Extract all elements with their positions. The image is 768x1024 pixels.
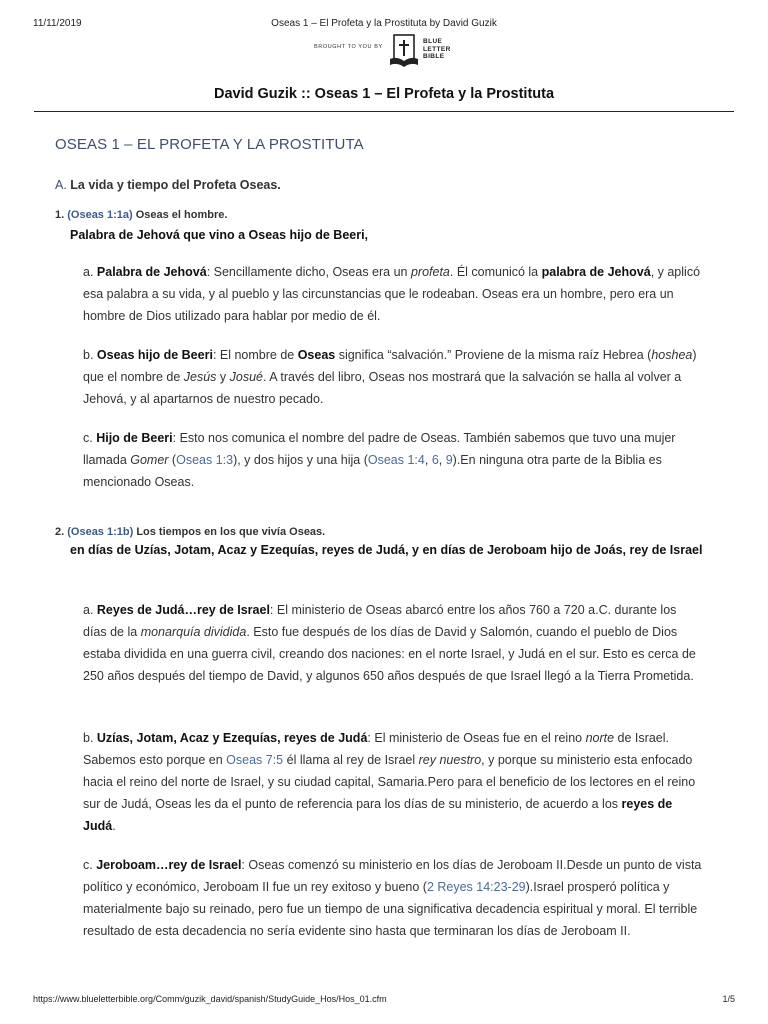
section-heading: A. La vida y tiempo del Profeta Oseas. [55,178,281,192]
ref-link-oseas-1-4[interactable]: Oseas 1:4 [367,453,425,467]
point-2-para-b: b. Uzías, Jotam, Acaz y Ezequías, reyes de Judá: El ministerio de Oseas fue en el reino norte de Israel. Sabemos esto porque en Oseas 7:5 él llama al rey de Israel rey nuestro, y porque su ministerio esta enfocado hacia el reino del norte de Israel, y su ciudad capital, Samaria.Pero para el beneficio de los lectores en el reino sur de Judá, Oseas les da el punto de referencia para los días de su ministerio, de acuerdo a los reyes de Judá. [83,731,696,833]
point-1-para-c: c. Hijo de Beeri: Esto nos comunica el nombre del padre de Oseas. También sabemos que tuvo una mujer llamada Gomer (Oseas 1:3), y dos hijos y una hija (Oseas 1:4, 6, 9).En ninguna otra parte de la Biblia es mencionado Oseas. [83,431,676,489]
document-title: David Guzik :: Oseas 1 – El Profeta y la Prostituta [213,86,555,102]
ref-link-oseas-1-6[interactable]: 6 [431,453,439,467]
title-divider [34,111,734,112]
point-2-para-a: a. Reyes de Judá…rey de Israel: El ministerio de Oseas abarcó entre los años 760 a 720 a.C. durante los días de la monarquía dividida. Esto fue después de los días de David y Salomón, cuando el pueblo de Dios estaba dividida en una guerra civil, creando dos naciones: en el norte Israel, y Judá en el sur. Esto es cerca de 250 años después del tiempo de David, y algunos 650 años después de que Israel llegó a la Tierra Prometida. [83,603,696,683]
blue-letter-bible-logo-text: BLUE LETTER BIBLE [423,38,451,60]
point-2-ref-link[interactable]: (Oseas 1:1b) [67,526,134,538]
print-page-number: 1/5 [722,994,735,1004]
point-1-verse: Palabra de Jehová que vino a Oseas hijo de Beeri, [70,228,369,242]
blue-letter-bible-logo-icon[interactable] [389,34,419,68]
brought-to-you-by: BROUGHT TO YOU BY [314,44,383,50]
point-1-ref-link[interactable]: (Oseas 1:1a) [67,209,133,221]
ref-link-oseas-1-3[interactable]: Oseas 1:3 [176,453,234,467]
print-page-title: Oseas 1 – El Profeta y la Prostituta by David Guzik [271,18,497,29]
point-2-verse: en días de Uzías, Jotam, Acaz y Ezequías, reyes de Judá, y en días de Jeroboam hijo de Joás, rey de Israel [70,543,703,557]
chapter-heading: OSEAS 1 – EL PROFETA Y LA PROSTITUTA [55,136,364,153]
point-2-para-c: c. Jeroboam…rey de Israel: Oseas comenzó su ministerio en los días de Jeroboam II.Desde un punto de vista político y económico, Jeroboam II fue un rey exitoso y bueno (2 Reyes 14:23-29).Israel prosperó política y materialmente bajo su reinado, pero fue un tiempo de una significativa decadencia espiritual y moral. El terrible resultado de esta decadencia no sería evidente sino hasta que terminaran los días de Jeroboam II. [83,858,702,938]
ref-link-oseas-1-9[interactable]: 9 [445,453,453,467]
ref-link-oseas-7-5[interactable]: Oseas 7:5 [226,753,284,767]
point-2-heading: 2. (Oseas 1:1b) Los tiempos en los que vivía Oseas. [55,526,326,538]
point-1-heading: 1. (Oseas 1:1a) Oseas el hombre. [55,209,228,221]
point-1-para-a: a. Palabra de Jehová: Sencillamente dicho, Oseas era un profeta. Él comunicó la palabra de Jehová, y aplicó esa palabra a su vida, y al pueblo y las circunstancias que le rodeaban. Oseas era un hombre, pero era un hombre de Dios utilizado para hablar por medio de él. [83,265,701,323]
print-footer-url: https://www.blueletterbible.org/Comm/guzik_david/spanish/StudyGuide_Hos/Hos_01.cfm [33,994,387,1004]
ref-link-2-reyes-14[interactable]: 2 Reyes 14:23-29 [426,880,526,894]
point-1-para-b: b. Oseas hijo de Beeri: El nombre de Oseas significa “salvación.” Proviene de la misma raíz Hebrea (hoshea) que el nombre de Jesús y Josué. A través del libro, Oseas nos mostrará que la salvación se halla al volver a Jehová, y al apartarnos de nuestro pecado. [83,348,697,406]
print-date: 11/11/2019 [33,18,82,29]
